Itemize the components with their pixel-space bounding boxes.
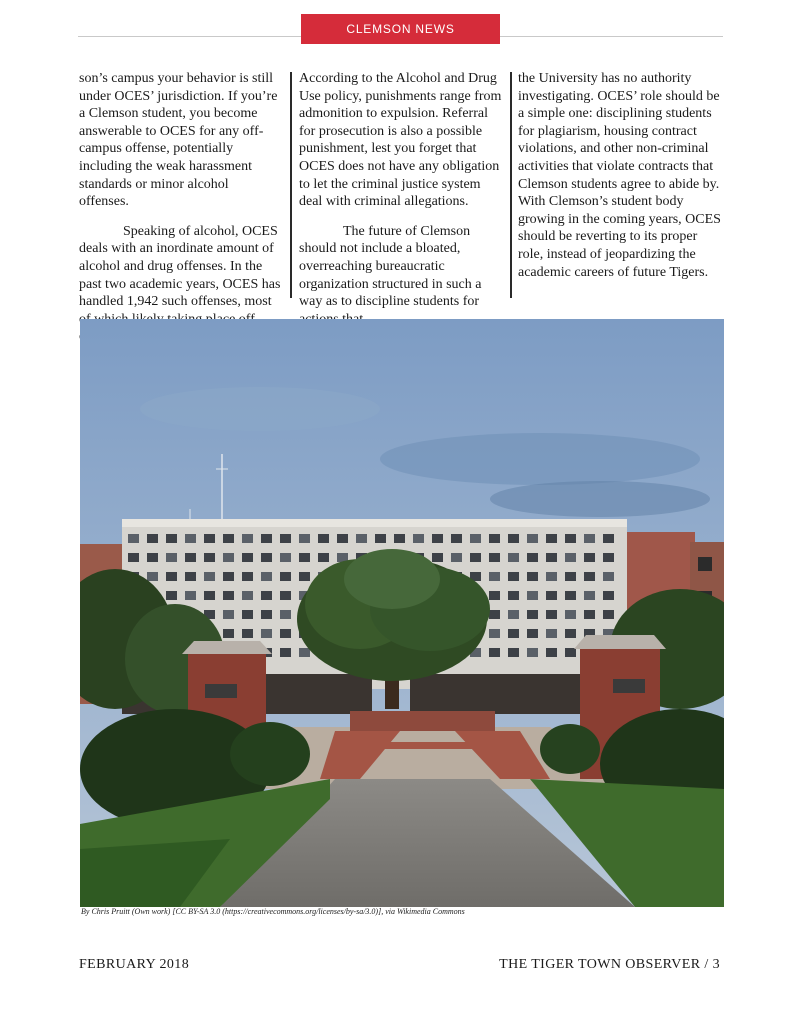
paragraph: son’s campus your behavior is still under OCES’ jurisdiction. If you’re a Clemson student, you become answerable to OCES for any off-campus offense, potentially including the weak harassment standards or minor alcohol offenses. [79,71,278,210]
building-window [470,553,481,562]
building-window [508,534,519,543]
building-window [584,610,595,619]
building-window [242,610,253,619]
building-window [565,610,576,619]
building-window [204,591,215,600]
building-window [242,572,253,581]
building-window [546,591,557,600]
building-window [603,553,614,562]
building-window [242,591,253,600]
building-window [603,610,614,619]
building-window [394,534,405,543]
column-divider [290,72,292,298]
building-window [261,572,272,581]
building-window [489,572,500,581]
building-window [261,534,272,543]
building-window [280,591,291,600]
building-window [527,534,538,543]
building-window [584,572,595,581]
building-window [223,572,234,581]
building-window [223,629,234,638]
building-window [280,534,291,543]
building-window [318,534,329,543]
footer-publication-page: THE TIGER TOWN OBSERVER / 3 [499,957,720,972]
building-window [166,591,177,600]
building-window [603,572,614,581]
paragraph: the University has no authority investigating. OCES’ role should be a simple one: disciplining students for plagiarism, housing contract violations, and other non-criminal activities that violate contracts that Clemson students agree to abide by. With Clemson’s student body growing in the coming years, OCES should be reverting to its proper role, instead of jeopardizing the academic careers of future Tigers. [518,71,721,280]
building-window [603,591,614,600]
building-window [166,572,177,581]
building-window [204,572,215,581]
building-window [223,534,234,543]
building-window [242,534,253,543]
building-window [584,553,595,562]
building-window [337,534,348,543]
building-window [546,553,557,562]
footer-date: FEBRUARY 2018 [79,957,190,972]
building-window [432,553,443,562]
building-window [185,591,196,600]
building-window [527,572,538,581]
building-window [204,534,215,543]
building-window [185,534,196,543]
building-window [166,553,177,562]
paragraph: Speaking of alcohol, OCES deals with an inordinate amount of alcohol and drug offenses. In the past two academic years, OCES has handled 1,942 such offenses, most [79,223,281,310]
building-window [223,553,234,562]
building-window [527,591,538,600]
building-window [584,534,595,543]
building-window [603,534,614,543]
building-window [546,648,557,657]
building-window [299,534,310,543]
building-window [223,610,234,619]
section-tag: CLEMSON NEWS [301,14,500,44]
building-window [508,591,519,600]
building-window [489,610,500,619]
campus-building-photo [80,319,724,907]
building-window [565,572,576,581]
building-window [546,534,557,543]
building-window [280,572,291,581]
building-window [242,553,253,562]
article-column-3 [518,70,725,293]
building-window [527,629,538,638]
building-window [546,610,557,619]
building-window [261,629,272,638]
building-window [280,629,291,638]
building-window [565,629,576,638]
building-window [280,648,291,657]
building-window [508,572,519,581]
building-window [128,553,139,562]
building-window [527,610,538,619]
building-window [508,629,519,638]
building-window [356,534,367,543]
building-window [432,534,443,543]
building-window [318,553,329,562]
paragraph: The future of Clemson should not include a bloated, overreaching bureaucratic organization structured in such a way as to discipline students for [299,223,482,310]
building-window [489,553,500,562]
building-window [470,534,481,543]
building-window [489,648,500,657]
building-window [546,629,557,638]
building-window [299,648,310,657]
paragraph: According to the Alcohol and Drug Use policy, punishments range from admonition to expulsion. Referral for prosecution is also a possible punishment, lest you forget that OCES does not have any obligation to let the criminal justice system deal with criminal allegations. [299,71,502,210]
building-window [242,629,253,638]
building-window [584,591,595,600]
building-window [489,629,500,638]
building-window [185,572,196,581]
building-window [280,553,291,562]
building-window [299,553,310,562]
building-window [508,553,519,562]
building-window [565,553,576,562]
building-window [565,534,576,543]
building-window [261,610,272,619]
building-window [375,534,386,543]
building-window [546,572,557,581]
building-window [147,534,158,543]
building-window [489,534,500,543]
column-divider [510,72,512,298]
building-window [261,591,272,600]
building-window [413,534,424,543]
building-window [261,553,272,562]
building-window [527,553,538,562]
building-window [527,648,538,657]
photo-illustration [80,319,724,907]
building-window [147,572,158,581]
building-window [147,553,158,562]
photo-caption: By Chris Pruitt (Own work) [CC BY-SA 3.0 (https://creativecommons.org/licenses/by-sa/3.0)], via Wikimedia Commons [81,907,465,916]
building-window [128,534,139,543]
building-window [565,591,576,600]
building-window [204,553,215,562]
building-window [489,591,500,600]
article-column-2 [299,70,503,340]
building-window [508,648,519,657]
building-window [166,534,177,543]
building-window [451,534,462,543]
building-window [508,610,519,619]
article-column-1 [79,70,282,358]
building-window [223,591,234,600]
building-window [451,553,462,562]
building-window [299,572,310,581]
building-window [280,610,291,619]
building-window [185,553,196,562]
building-window [565,648,576,657]
